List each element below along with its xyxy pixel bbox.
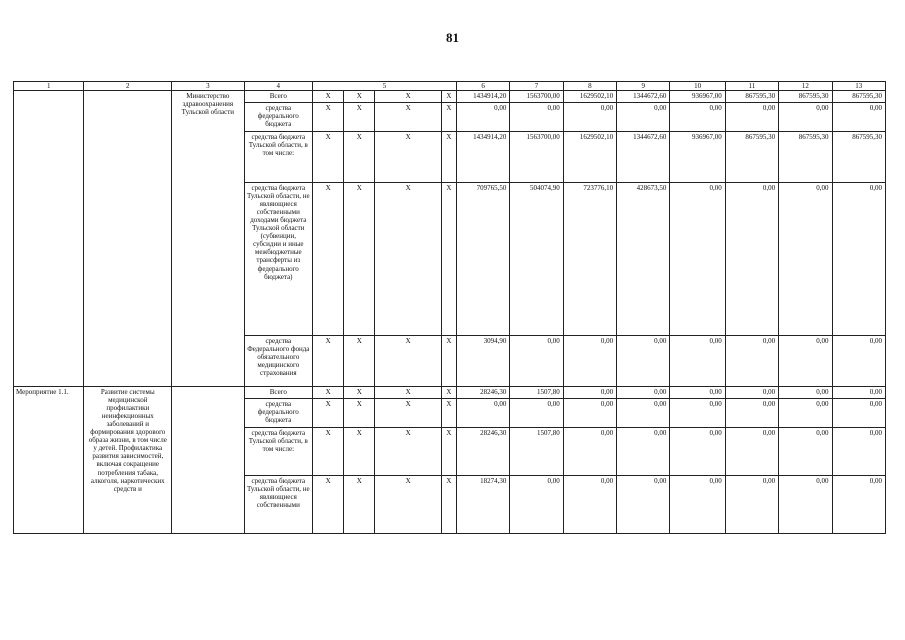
header-cell-12: 12 (779, 82, 832, 91)
event-name-cell: Развитие системы медицинской профилактики неинфекционных заболеваний и формирования здорового образа жизни, в том числе у детей. Профилактика развития зависимостей, включая сокращение потребления табака, алкоголя, наркотических средств и (84, 387, 172, 534)
x-mark: X (313, 336, 344, 387)
x-mark: X (313, 476, 344, 534)
value-cell: 867595,30 (779, 91, 832, 103)
value-cell: 0,00 (725, 336, 778, 387)
x-mark: X (375, 132, 441, 183)
x-mark: X (313, 387, 344, 399)
value-cell: 0,00 (456, 103, 509, 132)
x-mark: X (441, 476, 456, 534)
source-cell: средства бюджета Тульской области, в том числе: (244, 428, 312, 476)
value-cell: 0,00 (563, 476, 616, 534)
x-mark: X (344, 476, 375, 534)
value-cell: 0,00 (725, 399, 778, 428)
value-cell: 0,00 (617, 336, 670, 387)
x-mark: X (375, 476, 441, 534)
page-number: 81 (446, 30, 459, 45)
header-cell-8: 8 (563, 82, 616, 91)
value-cell: 0,00 (670, 399, 725, 428)
value-cell: 0,00 (617, 387, 670, 399)
header-row (14, 82, 886, 91)
value-cell: 0,00 (670, 336, 725, 387)
x-mark: X (441, 183, 456, 336)
x-mark: X (344, 336, 375, 387)
value-cell: 1434914,20 (456, 91, 509, 103)
x-mark: X (344, 91, 375, 103)
x-mark: X (344, 183, 375, 336)
table-row (14, 387, 886, 399)
header-cell-10: 10 (670, 82, 725, 91)
value-cell: 0,00 (779, 476, 832, 534)
x-mark: X (344, 428, 375, 476)
value-cell: 0,00 (670, 387, 725, 399)
value-cell: 0,00 (832, 336, 885, 387)
x-mark: X (375, 183, 441, 336)
value-cell: 0,00 (617, 476, 670, 534)
value-cell: 0,00 (617, 428, 670, 476)
responsible-cell (172, 387, 244, 534)
value-cell: 0,00 (832, 103, 885, 132)
value-cell: 0,00 (563, 428, 616, 476)
value-cell: 0,00 (725, 387, 778, 399)
x-mark: X (441, 103, 456, 132)
x-mark: X (344, 103, 375, 132)
x-mark: X (344, 387, 375, 399)
x-mark: X (375, 387, 441, 399)
header-cell-3: 3 (172, 82, 244, 91)
value-cell: 0,00 (725, 476, 778, 534)
value-cell: 0,00 (779, 336, 832, 387)
x-mark: X (313, 183, 344, 336)
source-cell: средства федерального бюджета (244, 103, 312, 132)
event-cell: Мероприятие 1.1. (14, 387, 84, 534)
value-cell: 936967,00 (670, 132, 725, 183)
x-mark: X (441, 387, 456, 399)
value-cell: 1507,80 (510, 428, 563, 476)
x-mark: X (375, 399, 441, 428)
value-cell: 1344672,60 (617, 132, 670, 183)
header-cell-11: 11 (725, 82, 778, 91)
value-cell: 0,00 (779, 183, 832, 336)
event-name-cell (84, 91, 172, 387)
source-cell: средства бюджета Тульской области, не являющиеся собственными (244, 476, 312, 534)
x-mark: X (313, 91, 344, 103)
value-cell: 709765,50 (456, 183, 509, 336)
x-mark: X (441, 399, 456, 428)
value-cell: 867595,30 (832, 91, 885, 103)
value-cell: 0,00 (617, 103, 670, 132)
source-cell: Всего (244, 91, 312, 103)
value-cell: 1507,80 (510, 387, 563, 399)
value-cell: 18274,30 (456, 476, 509, 534)
value-cell: 0,00 (563, 103, 616, 132)
value-cell: 0,00 (779, 428, 832, 476)
value-cell: 0,00 (617, 399, 670, 428)
value-cell: 0,00 (563, 387, 616, 399)
value-cell: 28246,30 (456, 428, 509, 476)
x-mark: X (375, 91, 441, 103)
header-cell-6: 6 (456, 82, 509, 91)
value-cell: 0,00 (670, 183, 725, 336)
value-cell: 867595,30 (725, 91, 778, 103)
value-cell: 867595,30 (832, 132, 885, 183)
value-cell: 1629502,10 (563, 132, 616, 183)
value-cell: 1629502,10 (563, 91, 616, 103)
value-cell: 0,00 (832, 428, 885, 476)
responsible-cell: Министерство здравоохранения Тульской области (172, 91, 244, 387)
value-cell: 0,00 (779, 399, 832, 428)
value-cell: 0,00 (832, 183, 885, 336)
header-cell-2: 2 (84, 82, 172, 91)
value-cell: 0,00 (670, 103, 725, 132)
x-mark: X (313, 399, 344, 428)
value-cell: 936967,00 (670, 91, 725, 103)
x-mark: X (441, 132, 456, 183)
x-mark: X (441, 91, 456, 103)
source-cell: средства бюджета Тульской области, не являющиеся собственными доходами бюджета Тульской области (субвенции, субсидии и иные межбюджетные трансферты из федерального бюджета) (244, 183, 312, 336)
value-cell: 1563700,00 (510, 91, 563, 103)
value-cell: 867595,30 (779, 132, 832, 183)
x-mark: X (441, 428, 456, 476)
value-cell: 0,00 (670, 476, 725, 534)
value-cell: 0,00 (456, 399, 509, 428)
value-cell: 0,00 (510, 336, 563, 387)
value-cell: 0,00 (563, 399, 616, 428)
x-mark: X (344, 132, 375, 183)
value-cell: 504074,90 (510, 183, 563, 336)
value-cell: 0,00 (510, 103, 563, 132)
value-cell: 0,00 (510, 399, 563, 428)
value-cell: 3094,90 (456, 336, 509, 387)
value-cell: 0,00 (725, 183, 778, 336)
x-mark: X (344, 399, 375, 428)
value-cell: 0,00 (725, 428, 778, 476)
value-cell: 428673,50 (617, 183, 670, 336)
source-cell: средства Федерального фонда обязательного медицинского страхования (244, 336, 312, 387)
x-mark: X (375, 428, 441, 476)
source-cell: средства федерального бюджета (244, 399, 312, 428)
value-cell: 0,00 (779, 103, 832, 132)
value-cell: 0,00 (563, 336, 616, 387)
header-cell-13: 13 (832, 82, 885, 91)
source-cell: средства бюджета Тульской области, в том числе: (244, 132, 312, 183)
header-cell-9: 9 (617, 82, 670, 91)
x-mark: X (375, 336, 441, 387)
header-cell-7: 7 (510, 82, 563, 91)
x-mark: X (375, 103, 441, 132)
value-cell: 0,00 (832, 476, 885, 534)
value-cell: 0,00 (779, 387, 832, 399)
value-cell: 0,00 (832, 399, 885, 428)
x-mark: X (313, 103, 344, 132)
x-mark: X (441, 336, 456, 387)
value-cell: 28246,30 (456, 387, 509, 399)
value-cell: 0,00 (510, 476, 563, 534)
x-mark: X (313, 428, 344, 476)
budget-table (13, 81, 886, 534)
value-cell: 0,00 (725, 103, 778, 132)
value-cell: 723776,10 (563, 183, 616, 336)
event-cell (14, 91, 84, 387)
value-cell: 1563700,00 (510, 132, 563, 183)
value-cell: 0,00 (832, 387, 885, 399)
value-cell: 1344672,60 (617, 91, 670, 103)
value-cell: 867595,30 (725, 132, 778, 183)
x-mark: X (313, 132, 344, 183)
header-cell-1: 1 (14, 82, 84, 91)
value-cell: 0,00 (670, 428, 725, 476)
header-cell-4: 4 (244, 82, 312, 91)
source-cell: Всего (244, 387, 312, 399)
table-row (14, 91, 886, 103)
header-cell-5: 5 (313, 82, 457, 91)
value-cell: 1434914,20 (456, 132, 509, 183)
